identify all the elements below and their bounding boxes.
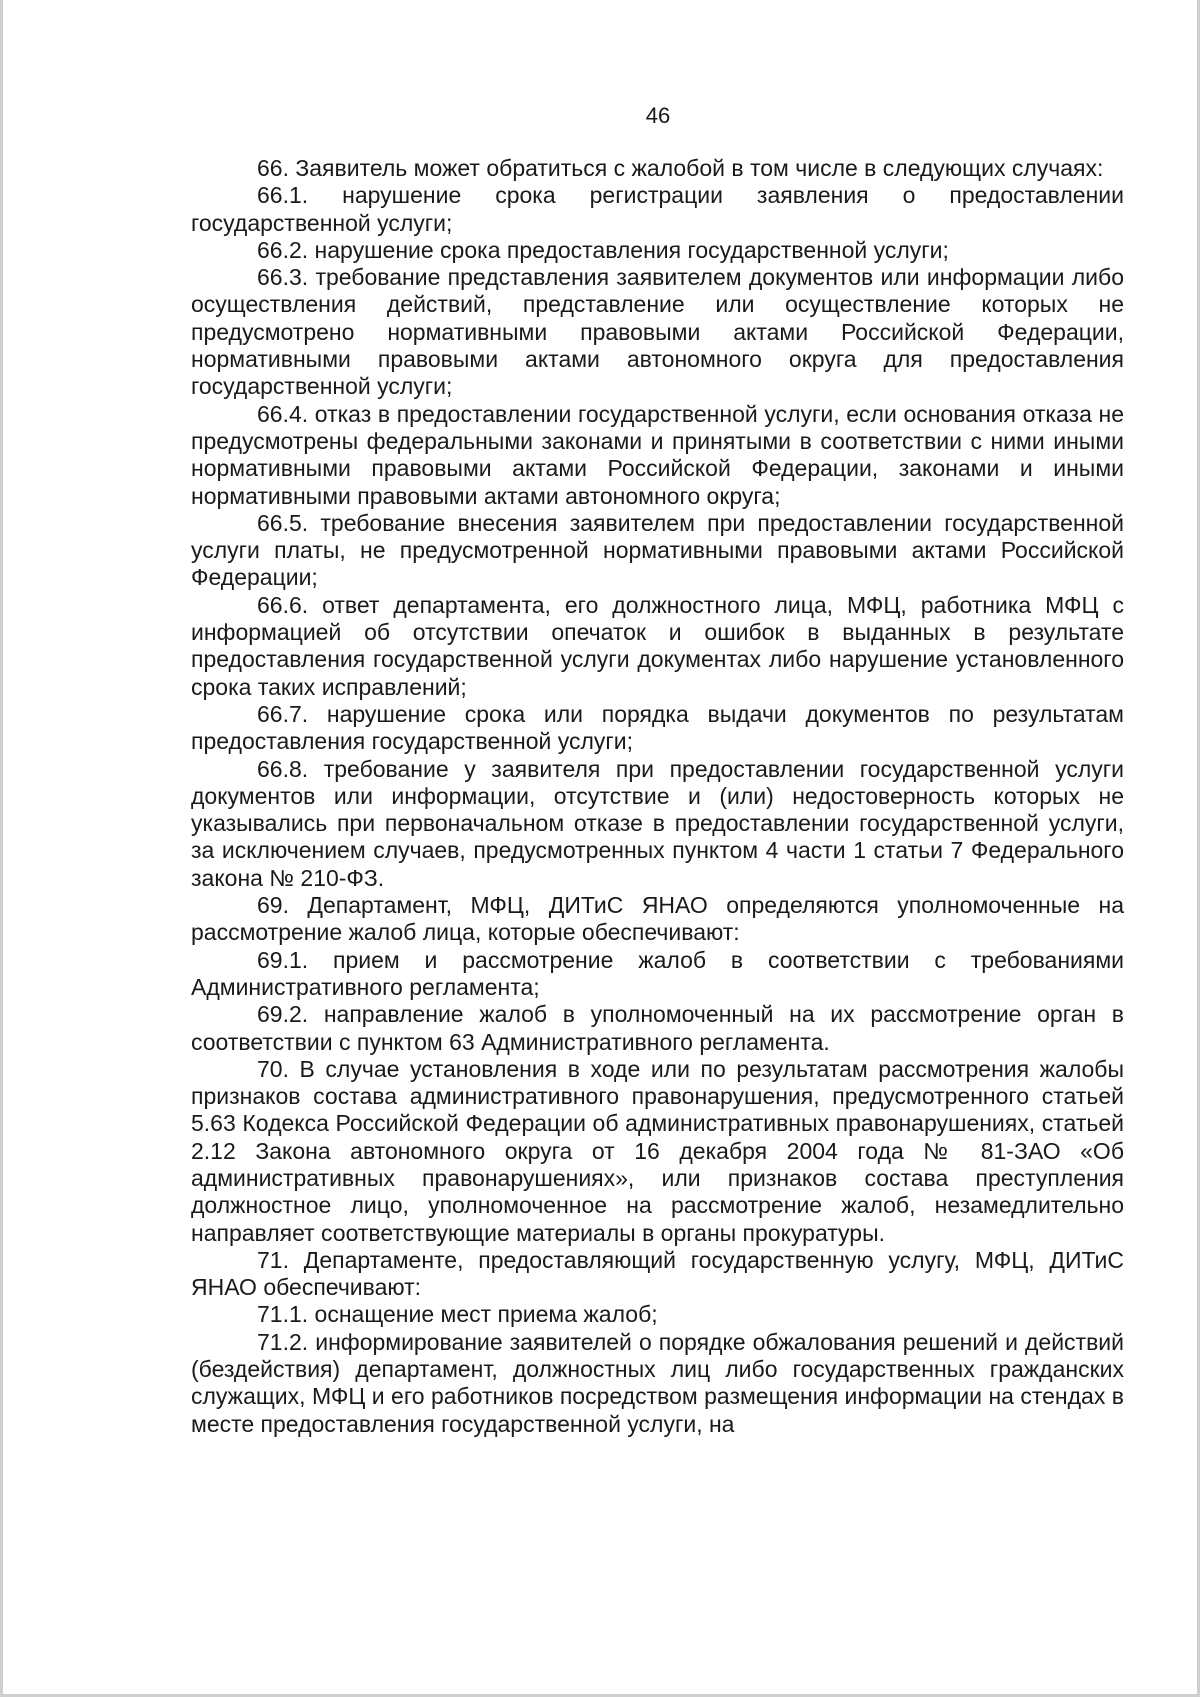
paragraph-71-1: 71.1. оснащение мест приема жалоб;	[257, 1301, 658, 1328]
paragraph-66-2: 66.2. нарушение срока предоставления государственной услуги;	[257, 236, 949, 263]
paragraph-71: 71. Департаменте, предоставляющий государственную услугу, МФЦ, ДИТиС ЯНАО обеспечивают:	[191, 1246, 1124, 1301]
paragraph-71-2: 71.2. информирование заявителей о порядке обжалования решений и действий (бездействия) департамент, должностных лиц либо государственных гражданских служащих, МФЦ и его работников посредством размещения информации на стендах в месте предоставления государственной услуги, на	[191, 1328, 1124, 1437]
paragraph-66-6: 66.6. ответ департамента, его должностного лица, МФЦ, работника МФЦ с информацией об отсутствии опечаток и ошибок в выданных в результате предоставления государственной услуги документах либо нарушение установленного срока таких исправлений;	[191, 591, 1124, 700]
paragraph-66-5: 66.5. требование внесения заявителем при предоставлении государственной услуги платы, не предусмотренной нормативными правовыми актами Российской Федерации;	[191, 509, 1124, 591]
paragraph-66-8: 66.8. требование у заявителя при предоставлении государственной услуги документов или информации, отсутствие и (или) недостоверность которых не указывались при первоначальном отказе в предоставлении государственной услуги, за исключением случаев, предусмотренных пунктом 4 части 1 статьи 7 Федерального закона № 210-ФЗ.	[191, 755, 1124, 891]
document-body	[191, 155, 1124, 1438]
page-number: 46	[645, 103, 671, 128]
paragraph-66-1: 66.1. нарушение срока регистрации заявления о предоставлении государственной услуги;	[191, 182, 1124, 236]
paragraph-69-1: 69.1. прием и рассмотрение жалоб в соответствии с требованиями Административного регламента;	[191, 946, 1124, 1000]
paragraph-66: 66. Заявитель может обратиться с жалобой в том числе в следующих случаях:	[257, 155, 1104, 181]
paragraph-66-4: 66.4. отказ в предоставлении государственной услуги, если основания отказа не предусмотрены федеральными законами и принятыми в соответствии с ними иными нормативными правовыми актами Российской Федерации, законами и иными нормативными правовыми актами автономного округа;	[191, 400, 1124, 509]
paragraph-66-3: 66.3. требование представления заявителем документов или информации либо осуществления действий, представление или осуществление которых не предусмотрено нормативными правовыми актами Российской Федерации, нормативными правовыми актами автономного округа для предоставления государственной услуги;	[191, 264, 1124, 400]
paragraph-66-7: 66.7. нарушение срока или порядка выдачи документов по результатам предоставления государственной услуги;	[191, 700, 1124, 755]
paragraph-70: 70. В случае установления в ходе или по результатам рассмотрения жалобы признаков состава административного правонарушения, предусмотренного статьей 5.63 Кодекса Российской Федерации об административных правонарушениях, статьей 2.12 Закона автономного округа от 16 декабря 2004 года № 81-ЗАО «Об административных правонарушениях», или признаков состава преступления должностное лицо, уполномоченное на рассмотрение жалоб, незамедлительно направляет соответствующие материалы в органы прокуратуры.	[191, 1055, 1124, 1246]
paragraph-69: 69. Департамент, МФЦ, ДИТиС ЯНАО определяются уполномоченные на рассмотрение жалоб лица, которые обеспечивают:	[191, 892, 1124, 946]
paragraph-69-2: 69.2. направление жалоб в уполномоченный на их рассмотрение орган в соответствии с пунктом 63 Административного регламента.	[191, 1001, 1124, 1055]
